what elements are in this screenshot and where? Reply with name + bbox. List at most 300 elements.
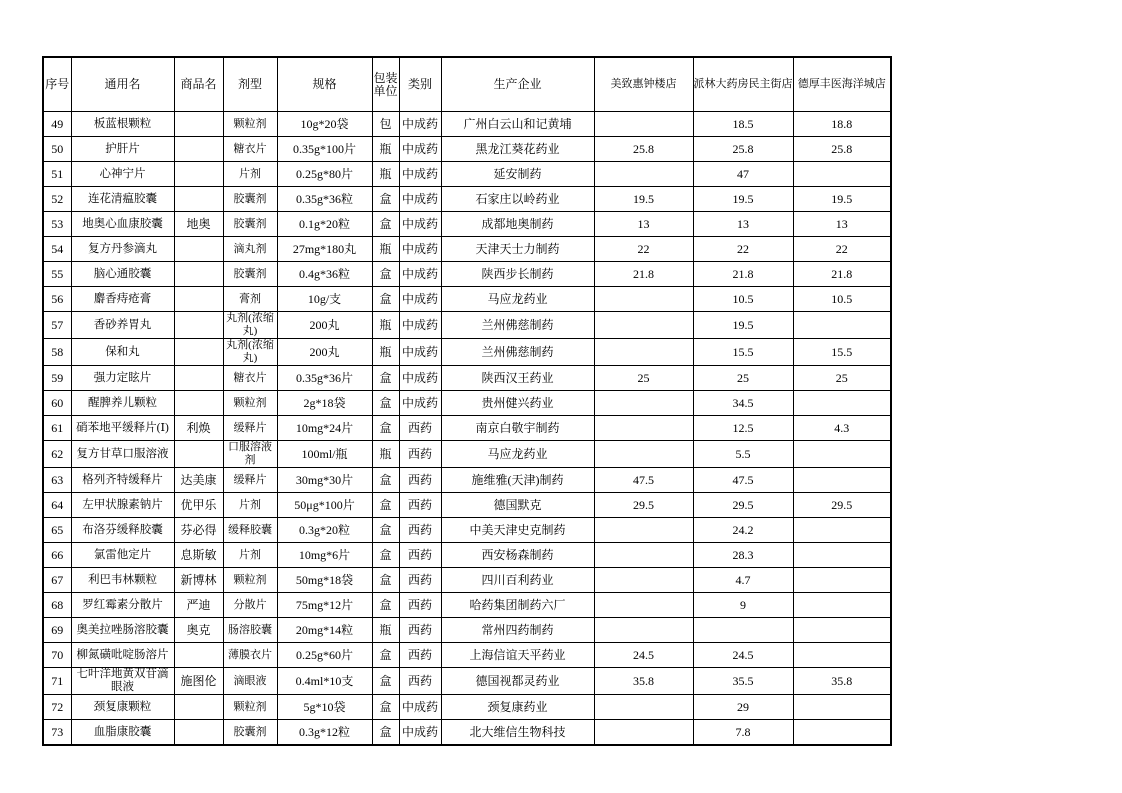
cell-index: 70 (43, 643, 71, 668)
cell-brand-name (174, 441, 223, 468)
col-header-store-pailin: 派林大药房民主街店 (693, 57, 793, 112)
col-header-index: 序号 (43, 57, 71, 112)
cell-manufacturer: 常州四药制药 (441, 618, 594, 643)
cell-manufacturer: 广州白云山和记黄埔 (441, 112, 594, 137)
cell-price-meizhihui-zhonglou (594, 618, 693, 643)
cell-category: 中成药 (399, 312, 441, 339)
cell-pack-unit: 瓶 (372, 441, 399, 468)
cell-index: 57 (43, 312, 71, 339)
cell-index: 67 (43, 568, 71, 593)
cell-price-pailin-minzhujie: 25.8 (693, 137, 793, 162)
cell-price-pailin-minzhujie: 9 (693, 593, 793, 618)
cell-spec: 0.35g*100片 (277, 137, 372, 162)
cell-pack-unit: 瓶 (372, 618, 399, 643)
cell-category: 西药 (399, 643, 441, 668)
cell-spec: 10g/支 (277, 287, 372, 312)
cell-pack-unit: 盒 (372, 720, 399, 746)
cell-price-dehoufeng-haiyangcheng: 13 (793, 212, 891, 237)
cell-brand-name (174, 695, 223, 720)
cell-manufacturer: 西安杨森制药 (441, 543, 594, 568)
cell-category: 中成药 (399, 137, 441, 162)
cell-pack-unit: 盒 (372, 695, 399, 720)
table-row (43, 593, 891, 618)
cell-brand-name (174, 137, 223, 162)
cell-price-pailin-minzhujie: 29 (693, 695, 793, 720)
cell-pack-unit: 盒 (372, 543, 399, 568)
cell-pack-unit: 盒 (372, 391, 399, 416)
cell-price-pailin-minzhujie: 10.5 (693, 287, 793, 312)
col-header-pack-unit: 包装单位 (372, 57, 399, 112)
cell-category: 中成药 (399, 187, 441, 212)
cell-pack-unit: 盒 (372, 287, 399, 312)
cell-price-meizhihui-zhonglou (594, 568, 693, 593)
table-row (43, 618, 891, 643)
table-row (43, 468, 891, 493)
col-header-generic-name: 通用名 (71, 57, 174, 112)
cell-manufacturer: 陕西步长制药 (441, 262, 594, 287)
cell-pack-unit: 瓶 (372, 312, 399, 339)
table-row (43, 366, 891, 391)
cell-price-meizhihui-zhonglou: 22 (594, 237, 693, 262)
cell-index: 64 (43, 493, 71, 518)
cell-manufacturer: 北大维信生物科技 (441, 720, 594, 746)
cell-pack-unit: 瓶 (372, 162, 399, 187)
price-comparison-table (42, 56, 892, 746)
cell-price-meizhihui-zhonglou (594, 287, 693, 312)
cell-spec: 50μg*100片 (277, 493, 372, 518)
cell-index: 69 (43, 618, 71, 643)
cell-index: 71 (43, 668, 71, 695)
cell-price-dehoufeng-haiyangcheng (793, 543, 891, 568)
cell-manufacturer: 德国视都灵药业 (441, 668, 594, 695)
table-row (43, 312, 891, 339)
cell-pack-unit: 盒 (372, 187, 399, 212)
cell-pack-unit: 盒 (372, 416, 399, 441)
cell-category: 西药 (399, 568, 441, 593)
cell-spec: 200丸 (277, 312, 372, 339)
cell-pack-unit: 盒 (372, 668, 399, 695)
cell-price-pailin-minzhujie: 19.5 (693, 187, 793, 212)
cell-manufacturer: 马应龙药业 (441, 441, 594, 468)
cell-dosage-form: 片剂 (223, 162, 277, 187)
cell-dosage-form: 缓释片 (223, 468, 277, 493)
table-row (43, 543, 891, 568)
table-row (43, 339, 891, 366)
cell-generic-name: 左甲状腺素钠片 (71, 493, 174, 518)
cell-category: 中成药 (399, 162, 441, 187)
cell-index: 53 (43, 212, 71, 237)
cell-index: 65 (43, 518, 71, 543)
cell-price-dehoufeng-haiyangcheng (793, 618, 891, 643)
cell-manufacturer: 德国默克 (441, 493, 594, 518)
cell-price-pailin-minzhujie: 47 (693, 162, 793, 187)
cell-price-dehoufeng-haiyangcheng: 29.5 (793, 493, 891, 518)
cell-price-dehoufeng-haiyangcheng: 18.8 (793, 112, 891, 137)
cell-price-dehoufeng-haiyangcheng: 21.8 (793, 262, 891, 287)
cell-manufacturer: 天津天士力制药 (441, 237, 594, 262)
cell-generic-name: 地奥心血康胶囊 (71, 212, 174, 237)
cell-generic-name: 保和丸 (71, 339, 174, 366)
cell-price-dehoufeng-haiyangcheng: 25.8 (793, 137, 891, 162)
cell-manufacturer: 施维雅(天津)制药 (441, 468, 594, 493)
cell-manufacturer: 哈药集团制药六厂 (441, 593, 594, 618)
cell-price-pailin-minzhujie: 24.5 (693, 643, 793, 668)
col-header-category: 类别 (399, 57, 441, 112)
cell-spec: 0.35g*36粒 (277, 187, 372, 212)
cell-category: 中成药 (399, 112, 441, 137)
cell-price-pailin-minzhujie: 5.5 (693, 441, 793, 468)
cell-index: 54 (43, 237, 71, 262)
col-header-dosage-form: 剂型 (223, 57, 277, 112)
cell-price-meizhihui-zhonglou: 29.5 (594, 493, 693, 518)
cell-spec: 0.1g*20粒 (277, 212, 372, 237)
cell-generic-name: 脑心通胶囊 (71, 262, 174, 287)
cell-manufacturer: 成都地奥制药 (441, 212, 594, 237)
cell-price-pailin-minzhujie: 15.5 (693, 339, 793, 366)
cell-manufacturer: 颈复康药业 (441, 695, 594, 720)
cell-spec: 2g*18袋 (277, 391, 372, 416)
table-row (43, 137, 891, 162)
cell-price-meizhihui-zhonglou: 25 (594, 366, 693, 391)
cell-brand-name (174, 162, 223, 187)
col-header-manufacturer: 生产企业 (441, 57, 594, 112)
table-row (43, 237, 891, 262)
cell-generic-name: 复方丹参滴丸 (71, 237, 174, 262)
cell-spec: 75mg*12片 (277, 593, 372, 618)
cell-pack-unit: 盒 (372, 493, 399, 518)
cell-generic-name: 复方甘草口服溶液 (71, 441, 174, 468)
cell-category: 中成药 (399, 720, 441, 746)
table-row (43, 162, 891, 187)
cell-dosage-form: 膏剂 (223, 287, 277, 312)
cell-category: 中成药 (399, 339, 441, 366)
col-header-brand-name: 商品名 (174, 57, 223, 112)
cell-price-dehoufeng-haiyangcheng: 15.5 (793, 339, 891, 366)
cell-brand-name: 芬必得 (174, 518, 223, 543)
cell-category: 西药 (399, 416, 441, 441)
cell-spec: 5g*10袋 (277, 695, 372, 720)
table-row (43, 720, 891, 746)
cell-price-meizhihui-zhonglou (594, 391, 693, 416)
cell-price-meizhihui-zhonglou (594, 593, 693, 618)
cell-manufacturer: 中美天津史克制药 (441, 518, 594, 543)
cell-spec: 10mg*6片 (277, 543, 372, 568)
cell-price-meizhihui-zhonglou (594, 162, 693, 187)
cell-generic-name: 心神宁片 (71, 162, 174, 187)
cell-index: 72 (43, 695, 71, 720)
cell-price-pailin-minzhujie: 19.5 (693, 312, 793, 339)
cell-price-meizhihui-zhonglou (594, 112, 693, 137)
cell-manufacturer: 南京白敬宇制药 (441, 416, 594, 441)
cell-price-meizhihui-zhonglou: 24.5 (594, 643, 693, 668)
cell-manufacturer: 延安制药 (441, 162, 594, 187)
cell-price-dehoufeng-haiyangcheng (793, 568, 891, 593)
cell-index: 73 (43, 720, 71, 746)
cell-index: 50 (43, 137, 71, 162)
cell-price-meizhihui-zhonglou (594, 695, 693, 720)
cell-manufacturer: 上海信谊天平药业 (441, 643, 594, 668)
table-header-row (43, 57, 891, 112)
cell-brand-name (174, 391, 223, 416)
cell-manufacturer: 兰州佛慈制药 (441, 312, 594, 339)
cell-price-meizhihui-zhonglou (594, 416, 693, 441)
cell-price-pailin-minzhujie: 12.5 (693, 416, 793, 441)
table-row (43, 391, 891, 416)
cell-generic-name: 布洛芬缓释胶囊 (71, 518, 174, 543)
cell-price-meizhihui-zhonglou: 25.8 (594, 137, 693, 162)
col-header-spec: 规格 (277, 57, 372, 112)
cell-dosage-form: 缓释胶囊 (223, 518, 277, 543)
cell-brand-name (174, 720, 223, 746)
cell-category: 中成药 (399, 237, 441, 262)
cell-brand-name: 息斯敏 (174, 543, 223, 568)
cell-generic-name: 连花清瘟胶囊 (71, 187, 174, 212)
cell-spec: 0.25g*60片 (277, 643, 372, 668)
cell-price-dehoufeng-haiyangcheng (793, 441, 891, 468)
cell-price-pailin-minzhujie: 25 (693, 366, 793, 391)
cell-dosage-form: 丸剂(浓缩丸) (223, 312, 277, 339)
cell-spec: 30mg*30片 (277, 468, 372, 493)
cell-price-dehoufeng-haiyangcheng: 19.5 (793, 187, 891, 212)
cell-brand-name: 地奥 (174, 212, 223, 237)
cell-manufacturer: 马应龙药业 (441, 287, 594, 312)
cell-index: 63 (43, 468, 71, 493)
cell-dosage-form: 颗粒剂 (223, 695, 277, 720)
cell-price-meizhihui-zhonglou (594, 312, 693, 339)
cell-brand-name (174, 262, 223, 287)
cell-brand-name (174, 366, 223, 391)
cell-pack-unit: 瓶 (372, 339, 399, 366)
cell-price-meizhihui-zhonglou (594, 518, 693, 543)
table-body (43, 112, 891, 746)
cell-generic-name: 柳氮磺吡啶肠溶片 (71, 643, 174, 668)
cell-price-pailin-minzhujie: 28.3 (693, 543, 793, 568)
cell-price-meizhihui-zhonglou: 13 (594, 212, 693, 237)
cell-dosage-form: 片剂 (223, 543, 277, 568)
cell-category: 中成药 (399, 212, 441, 237)
cell-price-dehoufeng-haiyangcheng (793, 391, 891, 416)
cell-index: 55 (43, 262, 71, 287)
cell-brand-name (174, 237, 223, 262)
cell-manufacturer: 黑龙江葵花药业 (441, 137, 594, 162)
cell-price-dehoufeng-haiyangcheng: 25 (793, 366, 891, 391)
cell-index: 59 (43, 366, 71, 391)
cell-index: 51 (43, 162, 71, 187)
cell-price-pailin-minzhujie: 18.5 (693, 112, 793, 137)
cell-spec: 10g*20袋 (277, 112, 372, 137)
cell-price-meizhihui-zhonglou (594, 720, 693, 746)
cell-pack-unit: 瓶 (372, 137, 399, 162)
table-row (43, 668, 891, 695)
drug-price-comparison-sheet (42, 56, 890, 746)
cell-price-pailin-minzhujie: 34.5 (693, 391, 793, 416)
cell-price-meizhihui-zhonglou: 19.5 (594, 187, 693, 212)
table-row (43, 187, 891, 212)
cell-price-dehoufeng-haiyangcheng (793, 518, 891, 543)
cell-price-dehoufeng-haiyangcheng (793, 720, 891, 746)
cell-manufacturer: 石家庄以岭药业 (441, 187, 594, 212)
cell-price-dehoufeng-haiyangcheng (793, 312, 891, 339)
cell-index: 61 (43, 416, 71, 441)
cell-spec: 0.4g*36粒 (277, 262, 372, 287)
cell-price-dehoufeng-haiyangcheng: 4.3 (793, 416, 891, 441)
cell-brand-name: 达美康 (174, 468, 223, 493)
cell-dosage-form: 分散片 (223, 593, 277, 618)
cell-dosage-form: 片剂 (223, 493, 277, 518)
cell-price-meizhihui-zhonglou: 47.5 (594, 468, 693, 493)
cell-price-pailin-minzhujie: 47.5 (693, 468, 793, 493)
cell-manufacturer: 贵州健兴药业 (441, 391, 594, 416)
cell-price-dehoufeng-haiyangcheng (793, 695, 891, 720)
cell-generic-name: 硝苯地平缓释片(Ⅰ) (71, 416, 174, 441)
table-row (43, 416, 891, 441)
cell-dosage-form: 胶囊剂 (223, 720, 277, 746)
cell-category: 中成药 (399, 695, 441, 720)
cell-index: 68 (43, 593, 71, 618)
table-row (43, 643, 891, 668)
cell-dosage-form: 缓释片 (223, 416, 277, 441)
cell-dosage-form: 胶囊剂 (223, 262, 277, 287)
table-row (43, 262, 891, 287)
cell-pack-unit: 盒 (372, 518, 399, 543)
cell-index: 49 (43, 112, 71, 137)
cell-category: 西药 (399, 518, 441, 543)
cell-price-pailin-minzhujie: 35.5 (693, 668, 793, 695)
cell-generic-name: 麝香痔疮膏 (71, 287, 174, 312)
cell-price-meizhihui-zhonglou (594, 339, 693, 366)
table-row (43, 441, 891, 468)
cell-generic-name: 七叶洋地黄双苷滴眼液 (71, 668, 174, 695)
cell-brand-name (174, 112, 223, 137)
cell-price-dehoufeng-haiyangcheng (793, 593, 891, 618)
cell-dosage-form: 糖衣片 (223, 137, 277, 162)
cell-dosage-form: 颗粒剂 (223, 112, 277, 137)
cell-price-pailin-minzhujie (693, 618, 793, 643)
cell-price-meizhihui-zhonglou: 21.8 (594, 262, 693, 287)
cell-generic-name: 罗红霉素分散片 (71, 593, 174, 618)
cell-index: 58 (43, 339, 71, 366)
cell-generic-name: 格列齐特缓释片 (71, 468, 174, 493)
cell-price-pailin-minzhujie: 24.2 (693, 518, 793, 543)
cell-brand-name: 优甲乐 (174, 493, 223, 518)
cell-spec: 0.4ml*10支 (277, 668, 372, 695)
cell-category: 西药 (399, 618, 441, 643)
cell-category: 中成药 (399, 391, 441, 416)
cell-pack-unit: 盒 (372, 468, 399, 493)
cell-pack-unit: 盒 (372, 262, 399, 287)
cell-price-pailin-minzhujie: 7.8 (693, 720, 793, 746)
cell-price-pailin-minzhujie: 4.7 (693, 568, 793, 593)
cell-brand-name: 利焕 (174, 416, 223, 441)
cell-dosage-form: 颗粒剂 (223, 391, 277, 416)
cell-price-dehoufeng-haiyangcheng: 22 (793, 237, 891, 262)
col-header-store-meizhihui: 美致惠钟楼店 (594, 57, 693, 112)
table-row (43, 695, 891, 720)
table-row (43, 518, 891, 543)
cell-spec: 10mg*24片 (277, 416, 372, 441)
cell-category: 西药 (399, 441, 441, 468)
cell-generic-name: 香砂养胃丸 (71, 312, 174, 339)
cell-generic-name: 奥美拉唑肠溶胶囊 (71, 618, 174, 643)
cell-dosage-form: 滴丸剂 (223, 237, 277, 262)
cell-category: 中成药 (399, 262, 441, 287)
cell-brand-name: 施图伦 (174, 668, 223, 695)
cell-manufacturer: 兰州佛慈制药 (441, 339, 594, 366)
cell-spec: 200丸 (277, 339, 372, 366)
cell-spec: 0.3g*20粒 (277, 518, 372, 543)
cell-pack-unit: 盒 (372, 568, 399, 593)
cell-price-dehoufeng-haiyangcheng: 10.5 (793, 287, 891, 312)
cell-spec: 27mg*180丸 (277, 237, 372, 262)
cell-generic-name: 氯雷他定片 (71, 543, 174, 568)
cell-generic-name: 血脂康胶囊 (71, 720, 174, 746)
cell-spec: 0.35g*36片 (277, 366, 372, 391)
table-row (43, 112, 891, 137)
cell-spec: 0.25g*80片 (277, 162, 372, 187)
cell-manufacturer: 陕西汉王药业 (441, 366, 594, 391)
cell-generic-name: 颈复康颗粒 (71, 695, 174, 720)
cell-index: 60 (43, 391, 71, 416)
cell-brand-name (174, 339, 223, 366)
cell-pack-unit: 盒 (372, 593, 399, 618)
cell-dosage-form: 薄膜衣片 (223, 643, 277, 668)
cell-category: 西药 (399, 543, 441, 568)
table-row (43, 287, 891, 312)
cell-category: 西药 (399, 468, 441, 493)
cell-price-pailin-minzhujie: 29.5 (693, 493, 793, 518)
cell-index: 66 (43, 543, 71, 568)
cell-category: 中成药 (399, 287, 441, 312)
cell-generic-name: 护肝片 (71, 137, 174, 162)
cell-index: 62 (43, 441, 71, 468)
cell-price-dehoufeng-haiyangcheng (793, 468, 891, 493)
cell-generic-name: 醒脾养儿颗粒 (71, 391, 174, 416)
table-row (43, 493, 891, 518)
cell-pack-unit: 包 (372, 112, 399, 137)
cell-spec: 100ml/瓶 (277, 441, 372, 468)
cell-dosage-form: 颗粒剂 (223, 568, 277, 593)
cell-dosage-form: 丸剂(浓缩丸) (223, 339, 277, 366)
table-row (43, 212, 891, 237)
cell-brand-name (174, 287, 223, 312)
cell-brand-name (174, 312, 223, 339)
cell-category: 西药 (399, 493, 441, 518)
cell-dosage-form: 口服溶液剂 (223, 441, 277, 468)
cell-dosage-form: 滴眼液 (223, 668, 277, 695)
cell-category: 西药 (399, 668, 441, 695)
cell-brand-name (174, 187, 223, 212)
cell-spec: 20mg*14粒 (277, 618, 372, 643)
cell-pack-unit: 瓶 (372, 237, 399, 262)
cell-manufacturer: 四川百利药业 (441, 568, 594, 593)
cell-spec: 0.3g*12粒 (277, 720, 372, 746)
cell-price-meizhihui-zhonglou (594, 441, 693, 468)
cell-generic-name: 板蓝根颗粒 (71, 112, 174, 137)
cell-dosage-form: 肠溶胶囊 (223, 618, 277, 643)
cell-pack-unit: 盒 (372, 643, 399, 668)
cell-spec: 50mg*18袋 (277, 568, 372, 593)
cell-pack-unit: 盒 (372, 366, 399, 391)
cell-dosage-form: 胶囊剂 (223, 212, 277, 237)
cell-price-dehoufeng-haiyangcheng (793, 643, 891, 668)
cell-price-dehoufeng-haiyangcheng (793, 162, 891, 187)
col-header-store-dehoufeng: 德厚丰医海洋城店 (793, 57, 891, 112)
cell-category: 中成药 (399, 366, 441, 391)
cell-dosage-form: 胶囊剂 (223, 187, 277, 212)
cell-generic-name: 强力定眩片 (71, 366, 174, 391)
cell-brand-name: 奥克 (174, 618, 223, 643)
cell-brand-name: 新博林 (174, 568, 223, 593)
